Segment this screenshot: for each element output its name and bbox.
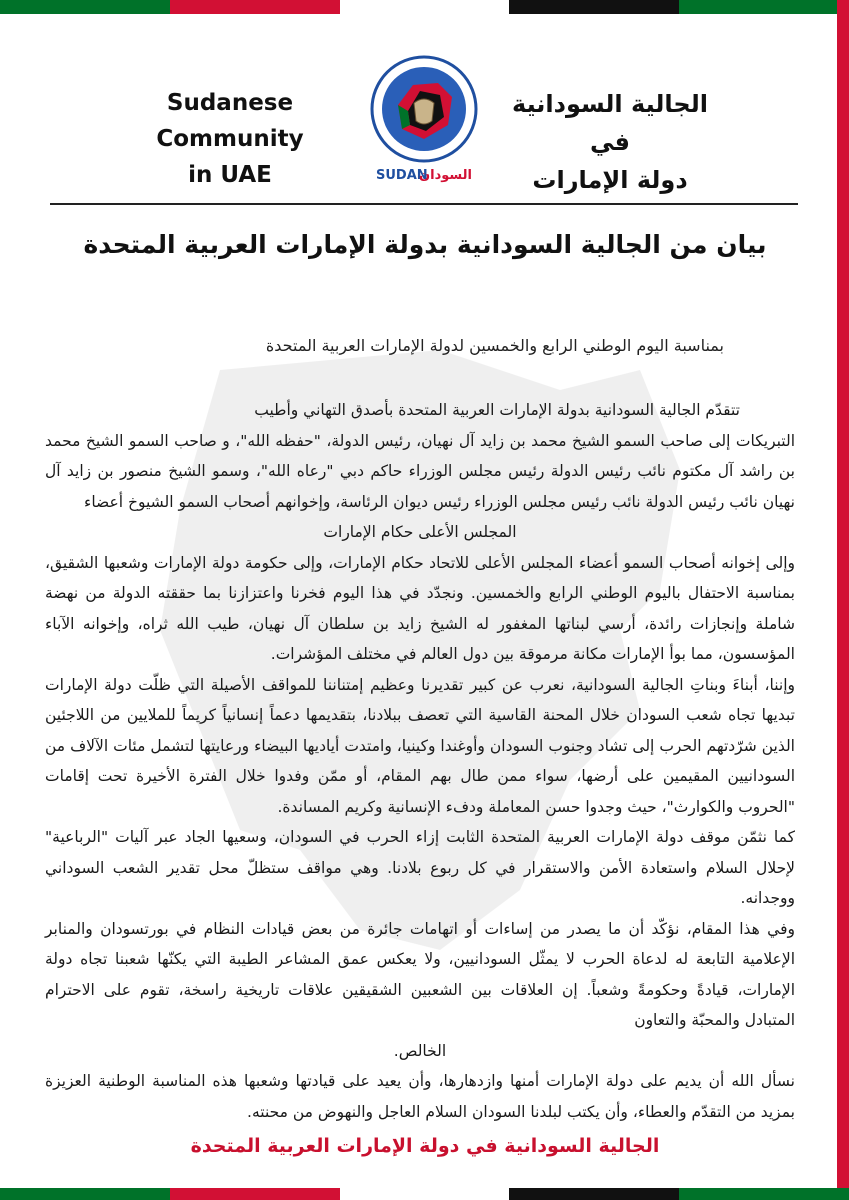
logo-text-en: SUDAN [376, 168, 428, 183]
paragraph-1: تتقدّم الجالية السودانية بدولة الإمارات العربية المتحدة بأصدق التهاني وأطيب [254, 401, 740, 419]
paragraph-5: وإننا، أبناءَ وبناتِ الجالية السودانية، نعرب عن كبير تقديرنا وعظيم إمتناننا للمواقف الأصيلة التي ظلّت دولة الإمارات تبديها تجاه شعب السودان خلال المحنة القاسية التي تعصف ببلادنا، بتقديمها دعماً إنسانياً كريماً للملايين من اللاجئين الذين شرّدتهم الحرب إلى تشاد وجنوب السودان وأوغندا وكينيا، وامتدت أياديها البيضاء ورعايتها لتشمل مئات الآلاف من السودانيين المقيمين على أرضها، سواء ممن طال بهم المقام، أو ممّن وفدوا خلال الفترة الأخيرة تحت إقامات "الحروب والكوارث"، حيث وجدوا حسن المعاملة ودفء الإنسانية وكريم المساندة. [45, 675, 795, 816]
flag-stripe-white [340, 0, 510, 14]
english-name-line1: Sudanese Community [156, 90, 304, 152]
paragraph-9: نسأل الله أن يديم على دولة الإمارات أمنها وازدهارها، وأن يعيد على قيادتها وشعبها هذه المناسبة الوطنية العزيزة بمزيد من التقدّم والعطاء، وأن يكتب لبلدنا السودان السلام العاجل والنهوض من محنته. [45, 1072, 795, 1121]
right-red-border [837, 0, 849, 1200]
flag-stripe-green [0, 0, 170, 14]
flag-stripe-green-b [0, 1188, 170, 1200]
arabic-name-line1: الجالية السودانية في [512, 90, 708, 156]
flag-stripe-black [509, 0, 679, 14]
paragraph-2: التبريكات إلى صاحب السمو الشيخ محمد بن زايد آل نهيان، رئيس الدولة، "حفظه الله"، و صاحب السمو الشيخ محمد بن راشد آل مكتوم نائب رئيس الدولة رئيس مجلس الوزراء حاكم دبي "رعاه الله"، وسمو الشيخ منصور بن زايد آل نهيان نائب رئيس الدولة نائب رئيس مجلس الوزراء رئيس ديوان الرئاسة، وإخوانهم أصحاب السمو الشيوخ أعضاء [45, 431, 795, 511]
paragraph-6: كما نثمّن موقف دولة الإمارات العربية المتحدة الثابت إزاء الحرب في السودان، وسعيها الجاد عبر آليات "الرباعية" لإحلال السلام واستعادة الأمن والاستقرار في كل ربوع بلادنا. وهي مواقف ستظلّ محل تقدير الشعب السوداني ووجدانه. [45, 828, 795, 907]
flag-stripe-black-b [509, 1188, 679, 1200]
arabic-name-line2: دولة الإمارات [532, 166, 688, 194]
flag-stripe-red [170, 0, 340, 14]
flag-stripe-green-b2 [679, 1188, 849, 1200]
document-title: بيان من الجالية السودانية بدولة الإمارات العربية المتحدة [83, 230, 767, 259]
paragraph-8: الخالص. [393, 1041, 447, 1060]
flag-stripe-white-b [340, 1188, 510, 1200]
statement-body [45, 395, 795, 1127]
organization-logo [368, 55, 480, 183]
flag-stripe-red-b [170, 1188, 340, 1200]
english-name-line2: in UAE [188, 162, 272, 188]
paragraph-3: المجلس الأعلى حكام الإمارات [323, 523, 517, 541]
paragraph-7: وفي هذا المقام، نؤكّد أن ما يصدر من إساءات أو اتهامات جائرة من بعض قيادات النظام في بورتسودان والمنابر الإعلامية التابعة له لدعاة الحرب لا يمثّل السودانيين، ولا يعكس عمق المشاعر الطيبة التي يكنّها شعبنا تجاه دولة الإمارات، قيادةً وحكومةً وشعباً. إن العلاقات بين الشعبين الشقيقين علاقات تاريخية راسخة، تقوم على الاحترام المتبادل والمحبّة والتعاون [45, 919, 795, 1029]
document-subtitle: بمناسبة اليوم الوطني الرابع والخمسين لدولة الإمارات العربية المتحدة [265, 336, 724, 355]
flag-stripe-green-2 [679, 0, 849, 14]
logo-text-ar: السودان [419, 168, 472, 183]
english-organization-name [105, 85, 355, 193]
arabic-organization-name [500, 85, 720, 199]
paragraph-4: وإلى إخوانه أصحاب السمو أعضاء المجلس الأعلى للاتحاد حكام الإمارات، وإلى حكومة دولة الإمارات وشعبها الشقيق، بمناسبة الاحتفال باليوم الوطني الرابع والخمسين. ونجدّد في هذا اليوم فخرنا واعتزازنا بما حققته الدولة من نهضة شاملة وإنجازات رائدة، أرسي لبناتها المغفور له الشيخ زايد بن سلطان آل نهيان، طيب الله ثراه، وإخوانه الآباء المؤسسون، مما بوأ الإمارات مكانة مرموقة بين دول العالم في مختلف المؤشرات. [45, 553, 795, 663]
top-flag-bar [0, 0, 849, 14]
header-divider [50, 203, 798, 205]
bottom-flag-bar [0, 1188, 849, 1200]
signature: الجالية السودانية في دولة الإمارات العربية المتحدة [190, 1135, 660, 1157]
